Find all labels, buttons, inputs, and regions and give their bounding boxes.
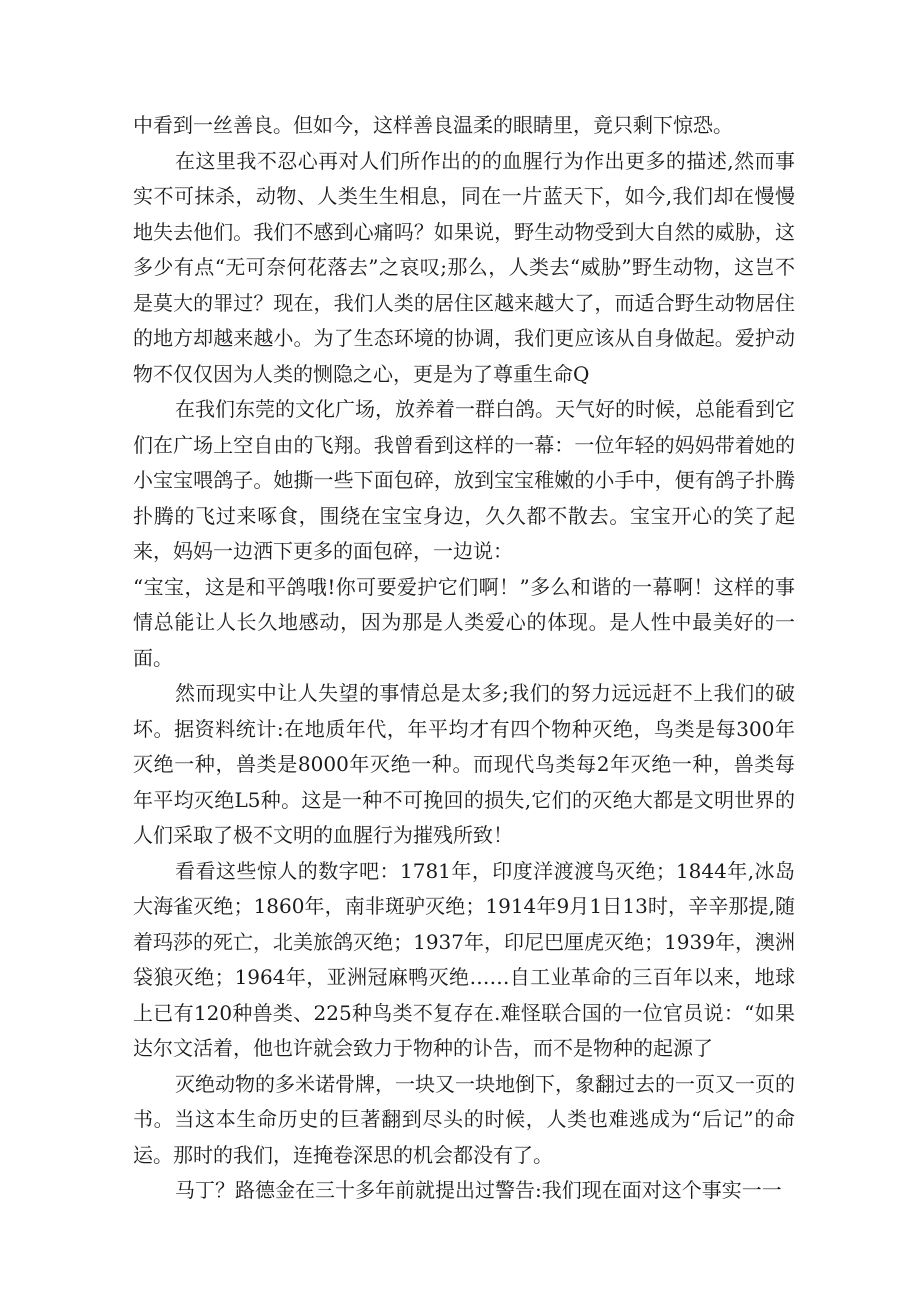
paragraph-1: 中看到一丝善良。但如今，这样善良温柔的眼睛里，竟只剩下惊恐。	[133, 113, 733, 137]
paragraph-6: 看看这些惊人的数字吧：1781年，印度洋渡渡鸟灭绝；1844年,冰岛大海雀灭绝；1860年，南非斑驴灭绝；1914年9月1日13时，辛辛那提,随着玛莎的死亡，北美旅鸽灭绝；1937年，印尼巴厘虎灭绝；1939年，澳洲袋狼灭绝；1964年，亚洲冠麻鸭灭绝……自工业革命的三百年以来，地球上已有120种兽类、225种鸟类不复存在.难怪联合国的一位官员说：“如果达尔文活着，他也许就会致力于物种的讣告，而不是物种的起源了	[133, 858, 795, 1060]
document-body	[133, 108, 795, 1209]
paragraph-7: 灭绝动物的多米诺骨牌，一块又一块地倒下，象翻过去的一页又一页的书。当这本生命历史的巨著翻到尽头的时候，人类也难逃成为“后记”的命运。那时的我们，连掩卷深思的机会都没有了。	[133, 1071, 795, 1167]
paragraph-5: 然而现实中让人失望的事情总是太多;我们的努力远远赶不上我们的破坏。据资料统计:在地质年代，年平均才有四个物种灭绝，鸟类是每300年灭绝一种，兽类是8000年灭绝一种。而现代鸟类每2年灭绝一种，兽类每年平均灭绝L5种。这是一种不可挽回的损失,它们的灭绝大都是文明世界的人们采取了极不文明的血腥行为摧残所致！	[133, 681, 795, 847]
paragraph-2: 在这里我不忍心再对人们所作出的的血腥行为作出更多的描述,然而事实不可抹杀，动物、人类生生相息，同在一片蓝天下，如今,我们却在慢慢地失去他们。我们不感到心痛吗？如果说，野生动物受到大自然的威胁，这多少有点“无可奈何花落去”之哀叹;那么，人类去“威胁”野生动物，这岂不是莫大的罪过？现在，我们人类的居住区越来越大了，而适合野生动物居住的地方却越来越小。为了生态环境的协调，我们更应该从自身做起。爱护动物不仅仅因为人类的恻隐之心，更是为了尊重生命Q	[133, 148, 795, 386]
paragraph-3: 在我们东莞的文化广场，放养着一群白鸽。天气好的时候，总能看到它们在广场上空自由的飞翔。我曾看到这样的一幕：一位年轻的妈妈带着她的小宝宝喂鸽子。她撕一些下面包碎，放到宝宝稚嫩的小手中，便有鸽子扑腾扑腾的飞过来啄食，围绕在宝宝身边，久久都不散去。宝宝开心的笑了起来，妈妈一边洒下更多的面包碎，一边说：	[133, 397, 795, 563]
paragraph-8: 马丁？路德金在三十多年前就提出过警告:我们现在面对这个事实一一	[175, 1178, 782, 1202]
paragraph-4: “宝宝，这是和平鸽哦!你可要爱护它们啊！”多么和谐的一幕啊！这样的事情总能让人长久地感动，因为那是人类爱心的体现。是人性中最美好的一面。	[133, 574, 795, 670]
